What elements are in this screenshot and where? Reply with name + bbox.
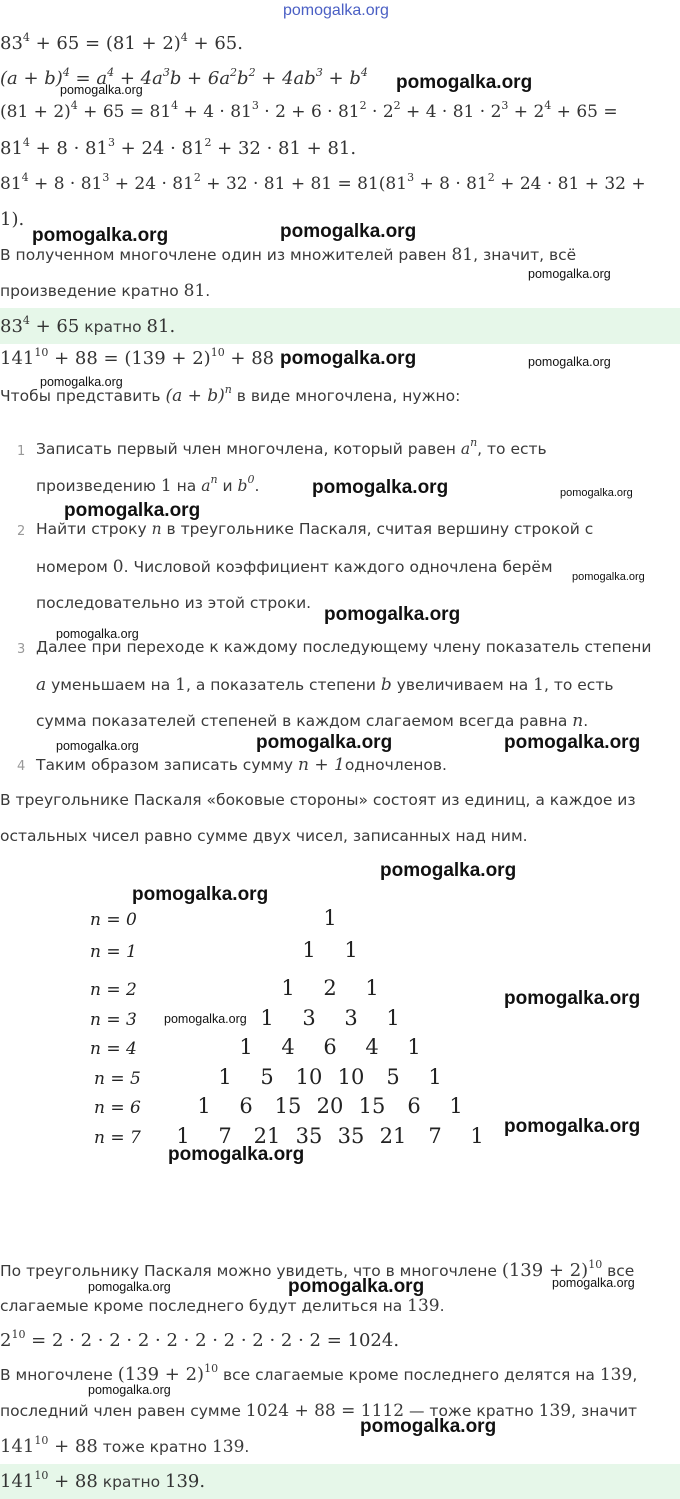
pascal-coefficient: 15 — [274, 1094, 302, 1118]
watermark: pomogalka.org — [360, 1416, 497, 1437]
watermark: pomogalka.org — [164, 1012, 247, 1026]
pascal-coefficient: 1 — [428, 1065, 442, 1089]
list-number: 1 — [17, 444, 26, 459]
conclusion-text-4: последний член равен сумме 1024 + 88 = 1112 — тоже кратно 139, значит — [0, 1401, 638, 1421]
pascal-row-label: n = 4 — [90, 1039, 137, 1059]
equation-line: $83^4 + 65 = (81 + 2)^4 + 65$. — [0, 31, 243, 54]
watermark: pomogalka.org — [504, 988, 641, 1009]
watermark: pomogalka.org — [504, 732, 641, 753]
pascal-coefficient: 5 — [386, 1065, 400, 1089]
pascal-row-label: n = 6 — [94, 1098, 141, 1118]
pascal-coefficient: 2 — [323, 976, 337, 1000]
pascal-coefficient: 4 — [281, 1035, 295, 1059]
pascal-coefficient: 7 — [428, 1124, 442, 1148]
watermark: pomogalka.org — [60, 83, 143, 97]
pascal-coefficient: 1 — [407, 1035, 421, 1059]
pascal-coefficient: 35 — [295, 1124, 323, 1148]
pascal-coefficient: 1 — [260, 1006, 274, 1030]
list-item-line: последовательно из этой строки. — [36, 594, 312, 612]
site-link[interactable]: pomogalka.org — [283, 2, 389, 19]
watermark: pomogalka.org — [324, 604, 461, 625]
list-item: Найти строку n в треугольнике Паскаля, считая вершину строкой с — [36, 520, 594, 538]
watermark: pomogalka.org — [560, 487, 633, 499]
pascal-coefficient: 1 — [470, 1124, 484, 1148]
pascal-coefficient: 1 — [302, 938, 316, 962]
list-number: 2 — [17, 524, 26, 539]
explanation-text-2: произведение кратно 81. — [0, 281, 211, 301]
watermark: pomogalka.org — [396, 72, 533, 93]
pascal-row-label: n = 5 — [94, 1069, 141, 1089]
pascal-coefficient: 1 — [239, 1035, 253, 1059]
watermark: pomogalka.org — [256, 732, 393, 753]
pascal-coefficient: 1 — [386, 1006, 400, 1030]
watermark: pomogalka.org — [528, 355, 611, 369]
watermark: pomogalka.org — [312, 477, 449, 498]
watermark: pomogalka.org — [280, 348, 417, 369]
pascal-coefficient: 1 — [344, 938, 358, 962]
pascal-coefficient: 5 — [260, 1065, 274, 1089]
factorization-line-end: 1). — [0, 209, 25, 230]
watermark: pomogalka.org — [132, 884, 269, 905]
watermark: pomogalka.org — [504, 1116, 641, 1137]
expansion-line: $(81 + 2)^4 + 65 = 81^4 + 4 \cdot 81^3 \cdot 2 + 6 \cdot 81^2 \cdot 2^2 + 4 \cdot 81 \cdot 2^3 + 2^4 + 65$ = — [0, 99, 618, 122]
pascal-row-label: n = 0 — [90, 910, 137, 930]
watermark: pomogalka.org — [56, 627, 139, 641]
pascal-coefficient: 3 — [302, 1006, 316, 1030]
watermark: pomogalka.org — [32, 225, 169, 246]
power-of-two: $2^{10} = 2 \cdot 2 \cdot 2 \cdot 2 \cdot 2 \cdot 2 \cdot 2 \cdot 2 \cdot 2 \cdot 2 = 1024$. — [0, 1328, 400, 1351]
list-number: 3 — [17, 642, 26, 657]
list-number: 4 — [17, 759, 26, 774]
list-item: Записать первый член многочлена, который равен $a^n$, то есть — [36, 436, 547, 458]
factorization-line: $81^4 + 8 \cdot 81^3 + 24 \cdot 81^2 + 32 \cdot 81 + 81 = 81(81^3 + 8 \cdot 81^2 + 24 \cdot 81 + 32$ + — [0, 171, 646, 194]
watermark: pomogalka.org — [40, 375, 123, 389]
watermark: pomogalka.org — [280, 221, 417, 242]
pascal-row-label: n = 2 — [90, 980, 137, 1000]
list-item-line: произведению 1 на $a^n$ и $b^0$. — [36, 473, 260, 496]
watermark: pomogalka.org — [288, 1276, 425, 1297]
list-item: Таким образом записать сумму n + 1одночленов. — [36, 755, 447, 775]
answer-2: $141^{10} + 88$ кратно 139. — [0, 1469, 206, 1492]
conclusion-text-2: слагаемые кроме последнего будут делиться на 139. — [0, 1296, 445, 1316]
equation-line-2: $141^{10} + 88 = (139 + 2)^{10} + 88$ — [0, 346, 275, 369]
watermark: pomogalka.org — [168, 1144, 305, 1165]
pascal-coefficient: 10 — [295, 1065, 323, 1089]
pascal-coefficient: 3 — [344, 1006, 358, 1030]
pascal-coefficient: 1 — [281, 976, 295, 1000]
pascal-coefficient: 4 — [365, 1035, 379, 1059]
list-item-line: сумма показателей степеней в каждом слагаемом всегда равна n. — [36, 711, 589, 731]
watermark: pomogalka.org — [56, 739, 139, 753]
pascal-row-label: n = 1 — [90, 942, 137, 962]
pascal-coefficient: 1 — [197, 1094, 211, 1118]
watermark: pomogalka.org — [528, 267, 611, 281]
list-item-line: a уменьшаем на 1, а показатель степени b увеличиваем на 1, то есть — [36, 675, 614, 695]
watermark: pomogalka.org — [380, 860, 517, 881]
pascal-coefficient: 6 — [323, 1035, 337, 1059]
pascal-coefficient: 21 — [379, 1124, 407, 1148]
watermark: pomogalka.org — [64, 500, 201, 521]
pascal-coefficient: 1 — [176, 1124, 190, 1148]
conclusion-text-3: В многочлене $(139 + 2)^{10}$ все слагаемые кроме последнего делятся на 139, — [0, 1362, 638, 1385]
pascal-coefficient: 1 — [323, 906, 337, 930]
pascal-coefficient: 15 — [358, 1094, 386, 1118]
list-item: Далее при переходе к каждому последующему члену показатель степени — [36, 638, 652, 656]
pascal-coefficient: 35 — [337, 1124, 365, 1148]
pascal-coefficient: 1 — [365, 976, 379, 1000]
conclusion-text-5: $141^{10} + 88$ тоже кратно 139. — [0, 1434, 250, 1457]
explanation-text: В полученном многочлене один из множителей равен 81, значит, всё — [0, 245, 577, 265]
watermark: pomogalka.org — [552, 1276, 635, 1290]
pascal-description-2: остальных чисел равно сумме двух чисел, записанных над ним. — [0, 827, 528, 845]
watermark: pomogalka.org — [88, 1280, 171, 1294]
pascal-coefficient: 21 — [253, 1124, 281, 1148]
pascal-row-label: n = 3 — [90, 1010, 137, 1030]
pascal-coefficient: 7 — [218, 1124, 232, 1148]
pascal-coefficient: 1 — [449, 1094, 463, 1118]
pascal-coefficient: 1 — [218, 1065, 232, 1089]
list-item-line: номером 0. Числовой коэффициент каждого одночлена берём — [36, 557, 553, 577]
answer-1: $83^4 + 65$ кратно 81. — [0, 314, 176, 337]
pascal-description: В треугольнике Паскаля «боковые стороны» состоят из единиц, а каждое из — [0, 791, 636, 809]
expansion-line-2: $81^4 + 8 \cdot 81^3 + 24 \cdot 81^2 + 32 \cdot 81 + 81$. — [0, 136, 357, 159]
pascal-row-label: n = 7 — [94, 1128, 141, 1148]
pascal-coefficient: 10 — [337, 1065, 365, 1089]
pascal-coefficient: 6 — [239, 1094, 253, 1118]
pascal-coefficient: 6 — [407, 1094, 421, 1118]
intro-text: Чтобы представить $(a + b)^n$ в виде многочлена, нужно: — [0, 383, 461, 406]
watermark: pomogalka.org — [88, 1383, 171, 1397]
pascal-coefficient: 20 — [316, 1094, 344, 1118]
binomial-formula: $(a + b)^4 = a^4 + 4a^3b + 6a^2b^2 + 4ab^3 + b^4$ — [0, 66, 368, 89]
watermark: pomogalka.org — [572, 571, 645, 583]
conclusion-text: По треугольнику Паскаля можно увидеть, что в многочлене $(139 + 2)^{10}$ все — [0, 1258, 635, 1281]
